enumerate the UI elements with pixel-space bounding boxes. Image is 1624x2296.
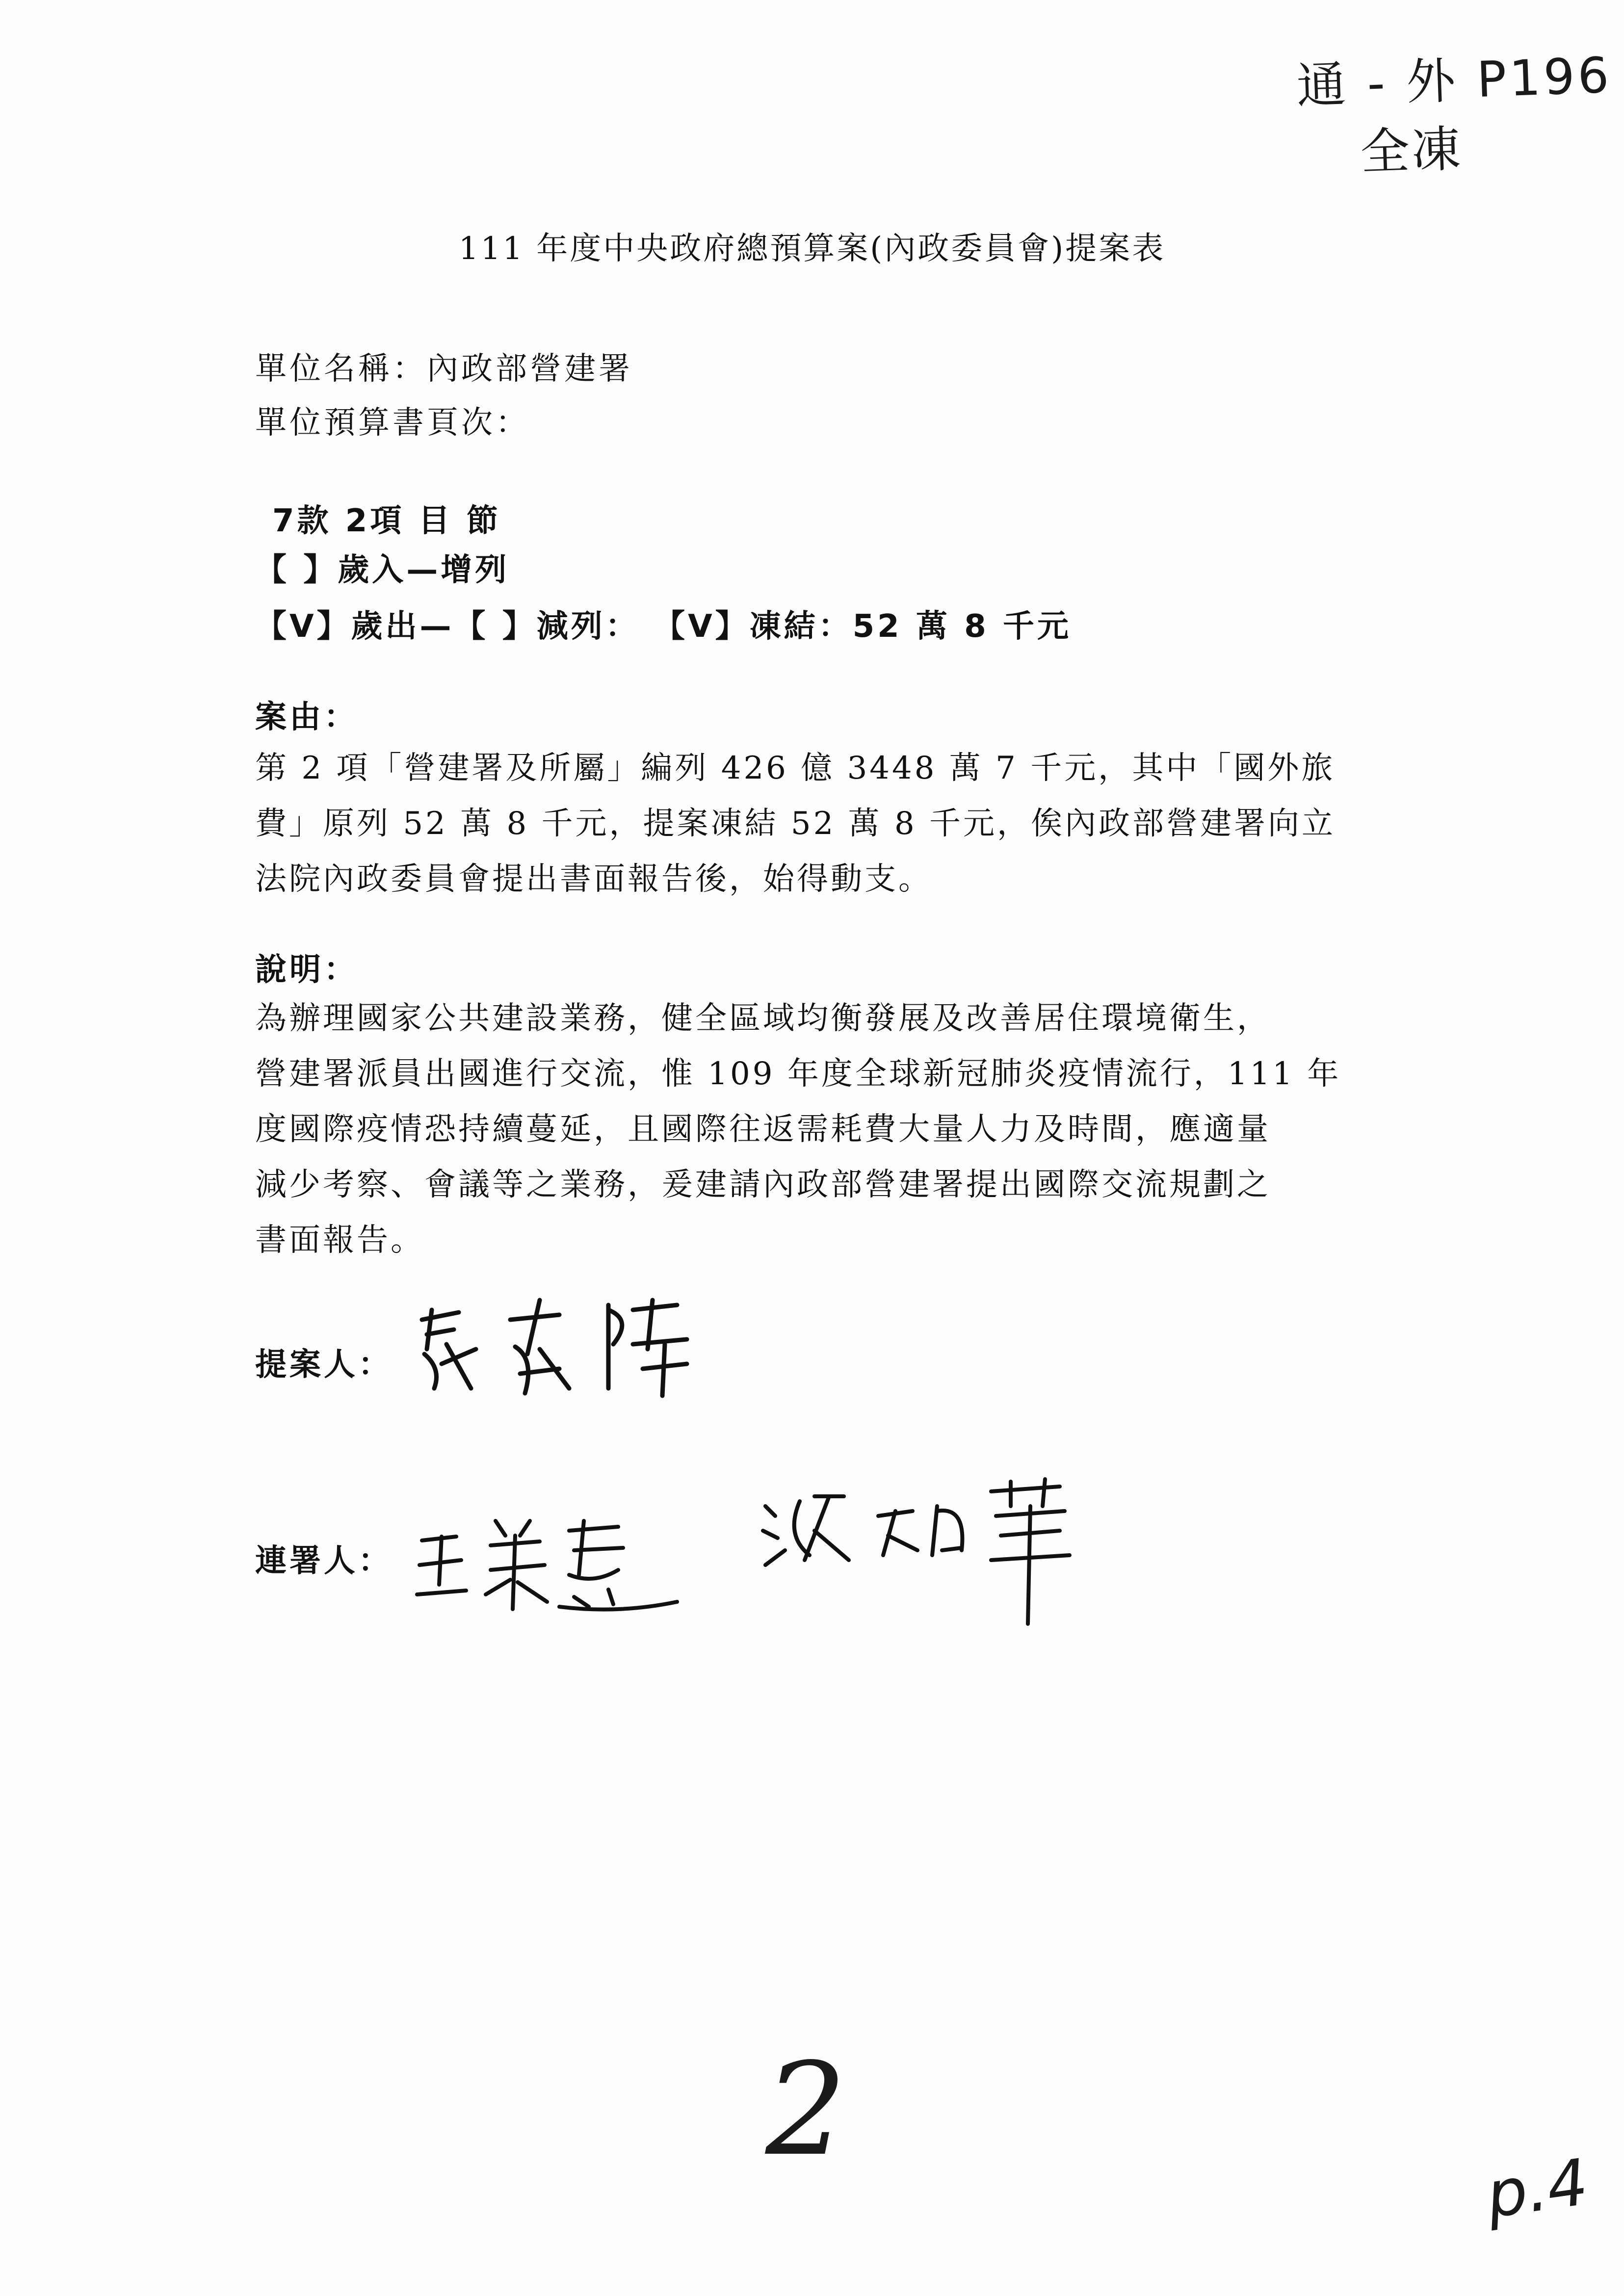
- explanation-line: 書面報告。: [255, 1222, 424, 1258]
- handwritten-page-number: 2: [765, 2036, 847, 2184]
- explanation-body: [255, 991, 1433, 1268]
- reason-line: 法院內政委員會提出書面報告後，始得動支。: [255, 861, 932, 897]
- handwritten-note-top-right: 通 - 外 P196: [1295, 46, 1613, 115]
- cosigner-signature-1: [412, 1501, 687, 1619]
- reason-heading: 案由：: [255, 699, 358, 735]
- handwritten-note-freeze: 全凍: [1359, 120, 1464, 181]
- unit-name: 單位名稱：內政部營建署: [255, 351, 633, 387]
- proposer-signature: [412, 1290, 716, 1408]
- handwritten-note-bottom-right: p.4: [1482, 2144, 1593, 2233]
- explanation-line: 減少考察、會議等之業務，爰建請內政部營建署提出國際交流規劃之: [255, 1167, 1271, 1203]
- reason-line: 第 2 項「營建署及所屬」編列 426 億 3448 萬 7 千元，其中「國外旅: [255, 750, 1336, 786]
- cosigner-signature-2: [756, 1477, 1099, 1634]
- explanation-line: 為辦理國家公共建設業務，健全區域均衡發展及改善居住環境衛生，: [255, 1000, 1271, 1037]
- explanation-line: 度國際疫情恐持續蔓延，且國際往返需耗費大量人力及時間，應適量: [255, 1111, 1271, 1148]
- budget-item-line: 7款 2項 目 節: [272, 503, 501, 539]
- explanation-heading: 說明：: [255, 952, 358, 988]
- proposer-label: 提案人：: [255, 1347, 393, 1383]
- income-line: 【 】歲入—增列: [255, 552, 510, 588]
- expense-freeze-line: 【V】歲出—【 】減列： 【V】凍結：52 萬 8 千元: [255, 608, 1072, 645]
- reason-body: [255, 741, 1423, 907]
- cosigner-label: 連署人：: [255, 1543, 393, 1579]
- explanation-line: 營建署派員出國進行交流，惟 109 年度全球新冠肺炎疫情流行，111 年: [255, 1056, 1341, 1092]
- page-title: 111 年度中央政府總預算案(內政委員會)提案表: [458, 231, 1166, 267]
- unit-budget-page: 單位預算書頁次：: [255, 405, 530, 441]
- reason-line: 費」原列 52 萬 8 千元，提案凍結 52 萬 8 千元，俟內政部營建署向立: [255, 806, 1336, 842]
